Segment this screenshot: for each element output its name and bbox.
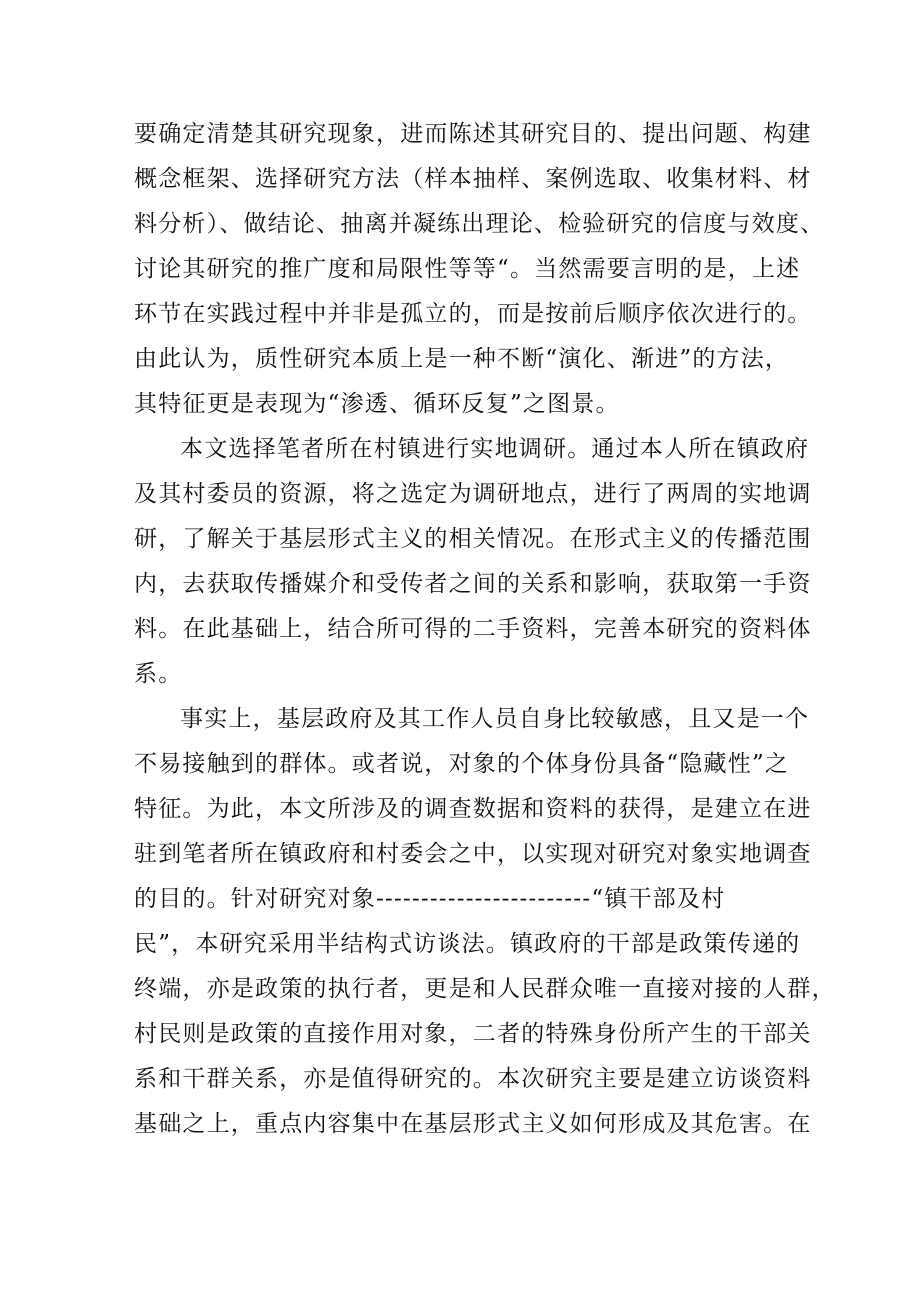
text-line: 特征。为此，本文所涉及的调查数据和资料的获得，是建立在进 xyxy=(134,796,812,822)
text-line: 概念框架、选择研究方法（样本抽样、案例选取、收集材料、材 xyxy=(134,166,812,192)
text-line: 环节在实践过程中并非是孤立的，而是按前后顺序依次进行的。 xyxy=(134,301,812,327)
text-line: 研，了解关于基层形式主义的相关情况。在形式主义的传播范围 xyxy=(134,526,812,552)
text-line: 村民则是政策的直接作用对象，二者的特殊身份所产生的干部关 xyxy=(134,1021,812,1047)
text-line: 系和干群关系，亦是值得研究的。本次研究主要是建立访谈资料 xyxy=(134,1066,812,1092)
text-line: 讨论其研究的推广度和局限性等等“。当然需要言明的是，上述 xyxy=(134,256,801,282)
text-line: 系。 xyxy=(134,661,183,687)
text-line: 料分析）、做结论、抽离并凝练出理论、检验研究的信度与效度、 xyxy=(134,211,825,237)
text-line: 驻到笔者所在镇政府和村委会之中，以实现对研究对象实地调查 xyxy=(134,841,812,867)
text-line: 其特征更是表现为“渗透、循环反复”之图景。 xyxy=(134,391,620,417)
text-line: 及其村委员的资源，将之选定为调研地点，进行了两周的实地调 xyxy=(134,481,812,507)
text-line: 由此认为，质性研究本质上是一种不断“演化、渐进”的方法， xyxy=(134,346,790,372)
text-line: 终端，亦是政策的执行者，更是和人民群众唯一直接对接的人群， xyxy=(134,976,836,1002)
text-line: 不易接触到的群体。或者说，对象的个体身份具备“隐藏性”之 xyxy=(134,751,790,777)
paragraph-first-line: 事实上，基层政府及其工作人员自身比较敏感，且又是一个 xyxy=(180,706,810,732)
text-line: 内，去获取传播媒介和受传者之间的关系和影响，获取第一手资 xyxy=(134,571,812,597)
text-line: 民”，本研究采用半结构式访谈法。镇政府的干部是政策传递的 xyxy=(134,931,801,957)
text-line: 的目的。针对研究对象------------------------“镇干部及村 xyxy=(134,886,726,912)
paragraph-first-line: 本文选择笔者所在村镇进行实地调研。通过本人所在镇政府 xyxy=(180,436,810,462)
text-line: 要确定清楚其研究现象，进而陈述其研究目的、提出问题、构建 xyxy=(134,121,812,147)
text-line: 基础之上，重点内容集中在基层形式主义如何形成及其危害。在 xyxy=(134,1111,812,1137)
text-line: 料。在此基础上，结合所可得的二手资料，完善本研究的资料体 xyxy=(134,616,812,642)
